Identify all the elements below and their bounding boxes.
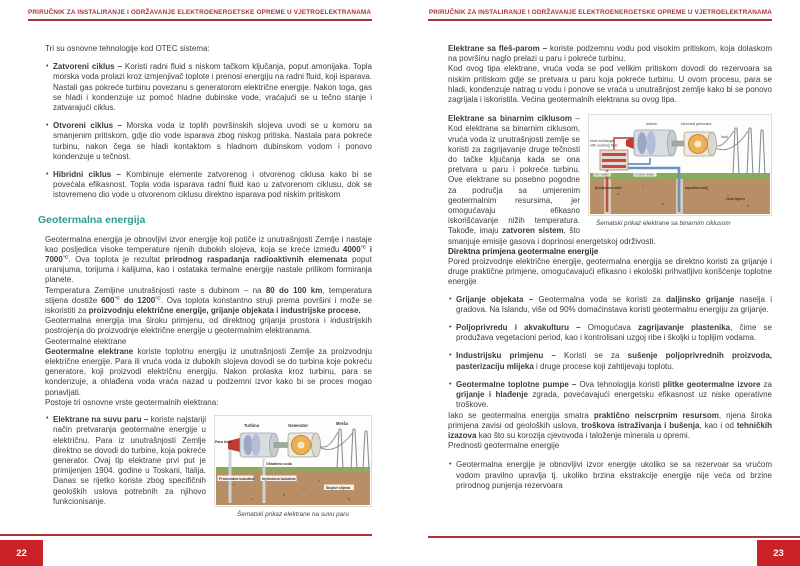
figure-caption: Šematski prikaz elektrane sa binarnim ciklusom <box>596 220 731 228</box>
label-heat-exchanger-1: heat exchanger <box>590 139 615 144</box>
label-proizvodna-busotina: Proizvodna bušotina <box>219 476 255 481</box>
paragraph: Temperatura Zemljine unutrašnjosti raste s dubinom – na 80 do 100 km, temperatura stijena dostiže $600^{^\circ C}$ do $1200^{^\circ C}$. Ova toplota konstantno struji prema površini i može se iskoristiti za proizvodnju električne energije, grijanje objekata i industrijske procese. <box>45 285 373 316</box>
label-mreza: Mreža <box>336 421 348 427</box>
generator-illustration <box>684 132 717 156</box>
bullet-item <box>448 295 772 315</box>
bullet-text: Poljoprivredu i akvakulturu – Omogućava zagrijavanje plastenika, čime se produžava vegetacioni period, kao i kontrolisani uzgoj ribe i školjki u toplijim vodama. <box>456 323 773 343</box>
shaft <box>672 141 684 146</box>
advantages-bullet-list <box>448 460 772 491</box>
paragraph: Kod ovog tipa elektrane, vruća voda se pod velikim pritiskom dovodi do rezervoara sa niskim pritiskom gdje se pretvara u paru koja pokreće turbinu. U ovom procesu, para se hladi, kondenzuje natrag u vodu i ponove se vraća u unutrašnjost zemlje kako bi se ponovo zagrijala i iskoristila. Većina geotermalnih elektrana su ovog tipa. <box>448 64 772 105</box>
bullet-item <box>448 323 772 343</box>
bullet-marker-icon: • <box>449 352 452 360</box>
label-injection-well: injection well <box>685 186 708 191</box>
left-page <box>28 0 372 566</box>
bullet-item <box>448 351 772 371</box>
paragraph: Geotermalne elektrane koriste toplotnu energiju iz unutrašnjosti Zemlje za proizvodnju električne energije. Para ili vruća voda iz dubokih slojeva dovodi se do turbina koje pokreću generatore, koji proizvodi električnu energiju. Nakon prolaska kroz turbinu, para se kondenzuje, a ohlađena voda vraća nazad u podzemni izvor kako bi se proces mogao ponavljati. <box>45 346 373 397</box>
label-production-well: production well <box>595 186 622 191</box>
bullet-marker-icon: • <box>46 63 49 71</box>
intro-paragraph: Tri su osnovne tehnologije kod OTEC sistema: <box>45 44 210 53</box>
label-injekciona-busotina: Injekciona bušotina <box>262 476 296 481</box>
bullet-text: Zatvoreni ciklus – Koristi radni fluid s niskom tačkom ključanja, poput amonijaka. Topla morska voda prolazi kroz izmjenjivač toplote i prenosi energiju na radni fluid, koji isparava. Nastali gas pokreće turbinu povezanu s generatorom električne energije. Nakon toga, gas se hladi i kondenzuje uz pomoć hladne dubinske vode, vraćajući se u tečno stanje i zatvarajući ciklus. <box>53 62 372 113</box>
bullet-item <box>45 62 372 113</box>
bullet-marker-icon: • <box>449 380 452 388</box>
bullet-item <box>45 121 372 162</box>
paragraph: Geotermalna energija ima široku primjenu, od direktnog grijanja prostora i industrijskih postrojenja do proizvodnje električne energije u geotermalnim elektranama. <box>45 316 372 336</box>
paragraph: Pored proizvodnje električne energije, geotermalna energija se direktno koristi za grijanje i druge praktične primjene, omogućavajući efikasno i ekološki prihvatljivo korišćenje toplotne energije <box>448 257 772 287</box>
paragraph: Elektrane sa binarnim ciklusom – Kod elektrana sa binarnim ciklusom, vruća voda iz unutrašnjosti zemlje se koristi za zagrijavanje druge tečnosti do tačke ključanja kada se ona pretvara u paru i pokreće turbinu. Ove elektrane su posebno pogodne za područja sa umjerenim geotermalnim resursima, jer omogućavaju efikasno iskorišćavanje nižih temperatura. Takođe, imaju zatvoren sistem, što smanjuje emisije gasova i doprinosi energetskoj održivosti. <box>448 114 656 246</box>
paragraph: Elektrane sa fleš-parom – koriste podzemnu vodu pod visokim pritiskom, koja dolaskom na površinu naglo prelazi u paru i pokreće turbinu. <box>448 44 773 64</box>
dry-steam-section <box>45 415 372 520</box>
label-slojevi-stijena: Slojevi stijena <box>326 485 350 490</box>
bullet-text: Industrijsku primjenu – Koristi se za sušenje poljoprivrednih proizvoda, pasterizaciju mlijeka i druge procese koji zahtijevaju toplotu. <box>456 351 772 371</box>
heat-exchanger-illustration <box>600 150 628 170</box>
bullet-marker-icon: • <box>449 461 452 469</box>
binary-cycle-plant-diagram <box>588 114 772 216</box>
label-turbina: Turbina <box>244 423 260 429</box>
footer-rule-right <box>428 536 800 538</box>
bullet-text: Geotermalne toplotne pumpe – Ova tehnologija koristi plitke geotermalne izvore za grijanje i hlađenje zgrada, povećavajući energetsku efikasnost uz niske operativne troškove. <box>456 379 773 410</box>
label-heat-exchanger-2: with working fluid <box>590 143 618 148</box>
right-page <box>428 0 772 566</box>
label-hot-water: hot water <box>594 172 610 177</box>
bullet-marker-icon: • <box>46 171 49 179</box>
bullet-text: Elektrane na suvu paru – koriste najstariji način pretvaranja geotermalne energije u električnu. Para iz unutrašnjosti Zemlje direktno se dovodi do turbine, koja pokreće generator. Ovaj tip elektrane prvi put je primijenjen 1904. godine u Toskani, Italija. Danas se rijetko koriste zbog specifičnih geoloških uslova potrebnih za njihovo funkcionisanje. <box>53 415 206 506</box>
bullet-item <box>448 380 772 411</box>
bullet-text: Geotermalna energije je obnovljivi izvor energije ukoliko se sa rezervoar sa vrućom vodom pravilno upravlja tj. ukoliko brzina ekstrakcije energije nije veća od brzine prirodnog punjenja rezervoara <box>456 460 772 490</box>
binary-cycle-section <box>448 114 772 247</box>
bullet-text: Hibridni ciklus – Kombinuje elemente zatvorenog i otvorenog ciklusa kako bi se povećala efikasnost. Topla voda isparava radni fluid kao u zatvorenom ciklusu, dok se istovremeno dio vode u otvorenom ciklusu direktno isparava pod niskim pritiskom <box>53 170 372 200</box>
label-load: load <box>721 135 728 140</box>
label-generator: Generator <box>288 423 309 429</box>
bullet-item <box>45 415 372 507</box>
paragraph: Iako se geotermalna energija smatra praktično neiscrpnim resursom, njena široka primjena zavisi od geoloških uslova, troškova istraživanja i bušenja, kao i od tehničkih izazova kao što su korozija cjevovoda i taloženje minerala u opremi. <box>448 410 773 440</box>
subheading-direct-use: Direktna primjena geotermalne energije <box>448 246 599 256</box>
paragraph: Prednosti geotermalne energije <box>448 441 560 451</box>
bullet-item <box>448 460 772 491</box>
page-number-left: 22 <box>0 540 43 566</box>
footer-rule-left <box>0 534 372 536</box>
bullet-text: Grijanje objekata – Geotermalna voda se koristi za daljinsko grijanje naselja i gradova. Na Islandu, više od 90% domaćinstava koristi geotermalnu energiju za grijanje. <box>456 294 772 314</box>
bullet-marker-icon: • <box>449 324 452 332</box>
left-page-body <box>28 21 372 520</box>
right-page-body <box>428 21 772 491</box>
label-rock-layers: rock layers <box>726 197 745 202</box>
direct-use-bullet-list <box>448 295 772 411</box>
bullet-marker-icon: • <box>46 415 49 423</box>
label-electrical-generator: electrical generator <box>681 122 712 127</box>
paragraph: Postoje tri osnovne vrste geotermalnih elektrana: <box>45 397 219 407</box>
otec-bullet-list <box>45 62 372 200</box>
label-para-izlazi: Para izlazi <box>215 440 233 445</box>
label-turbine: turbine <box>646 122 657 127</box>
running-header-right: PRIRUČNIK ZA INSTALIRANJE I ODRŽAVANJE ELEKTROENERGETSKE OPREME U VJETROELEKTRANAMA <box>428 9 772 16</box>
bullet-marker-icon: • <box>46 122 49 130</box>
paragraph: Geotermalna energija je obnovljivi izvor energije koji potiče iz unutrašnjosti Zemlje i nastaje kao posljedica visoke temperature njenih dubokih slojeva, koja se kreće između $4000^{^\circ C}$ i $7000^{^\circ C}$. Ova toplota je rezultat prirodnog raspadanja radioaktivnih elemenata poput uranijuma, torijuma i kalijuma, kao i ostataka termalne energije nastale prilikom formiranja planete. <box>45 234 372 285</box>
label-ohladjena-voda: Ohlađena voda <box>266 461 292 466</box>
page-number-right: 23 <box>757 540 800 566</box>
bullet-item <box>45 170 372 201</box>
running-header-left: PRIRUČNIK ZA INSTALIRANJE I ODRŽAVANJE ELEKTROENERGETSKE OPREME U VJETROELEKTRANAMA <box>28 9 372 16</box>
paragraph: Geotermalne elektrane <box>45 336 127 346</box>
label-cooled-water: cooled water <box>634 172 655 177</box>
bullet-text: Otvoreni ciklus – Morska voda iz toplih površinskih slojeva uvodi se u komoru sa smanjenim pritiskom, gdje dio vode isparava zbog niskog pritiska. Nastala para pokreće turbinu, nakon čega se hladi kontaktom s hladnom dubinskom vodom i ponovo kondenzuje u tečnost. <box>53 121 372 161</box>
section-heading-geothermal: Geotermalna energija <box>38 213 146 226</box>
bullet-marker-icon: • <box>449 295 452 303</box>
binary-cycle-figure <box>588 114 772 227</box>
figure-caption: Šematski prikaz elektrane na suvu paru <box>237 511 349 519</box>
